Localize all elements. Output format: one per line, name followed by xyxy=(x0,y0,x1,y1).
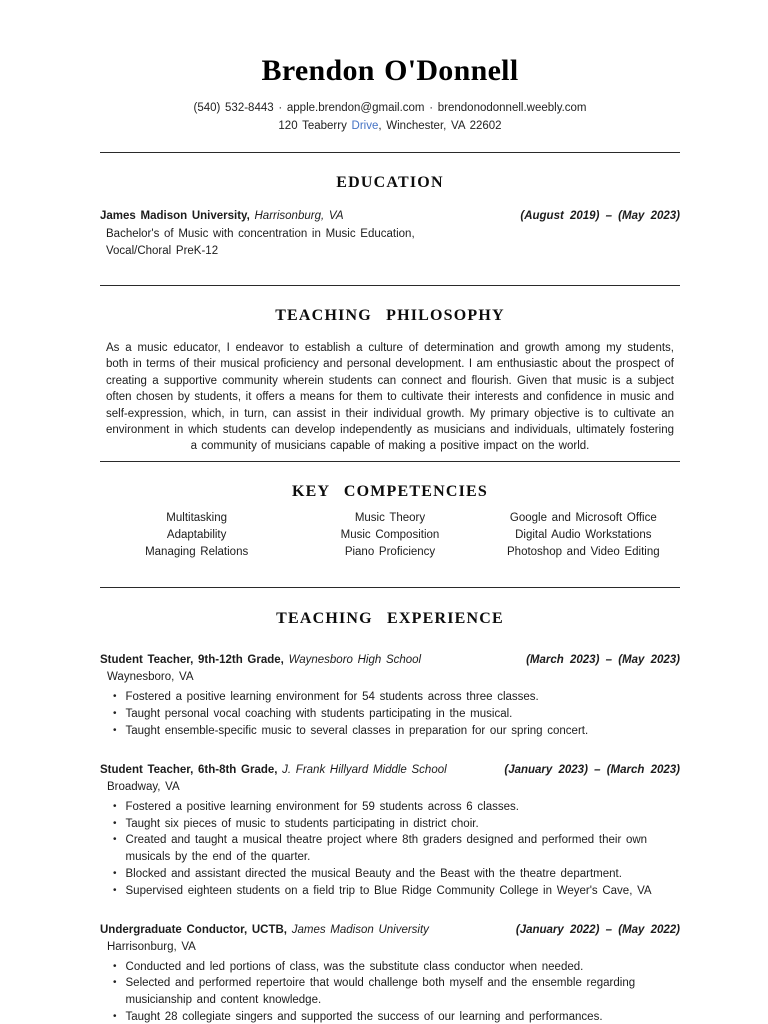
job-title: Student Teacher, 6th-8th Grade, xyxy=(100,763,278,776)
experience-entry-left xyxy=(100,762,447,778)
experience-bullet-list xyxy=(113,799,680,900)
education-entry-header xyxy=(100,208,680,224)
organization-name: J. Frank Hillyard Middle School xyxy=(282,763,447,776)
divider xyxy=(100,285,680,286)
experience-dates: (January 2022) – (May 2022) xyxy=(515,923,680,936)
competencies-column-3 xyxy=(487,510,680,562)
experience-entry-header xyxy=(100,762,680,778)
bullet-item xyxy=(113,723,680,740)
bullet-icon: • xyxy=(113,800,117,812)
education-details xyxy=(106,226,680,259)
bullet-text: Conducted and led portions of class, was the substitute class conductor when needed. xyxy=(125,960,584,973)
experience-entry xyxy=(100,652,680,739)
bullet-text: Taught ensemble-specific music to several classes in preparation for our spring concert. xyxy=(125,725,589,738)
bullet-text: Selected and performed repertoire that would challenge both myself and the ensemble regarding musicianship and content knowledge. xyxy=(125,977,636,1007)
experience-section xyxy=(100,609,680,1024)
job-title: Student Teacher, 9th-12th Grade, xyxy=(100,654,284,667)
experience-entry-left xyxy=(100,652,421,668)
bullet-text: Fostered a positive learning environment for 54 students across three classes. xyxy=(125,691,539,704)
degree-line: Vocal/Choral PreK-12 xyxy=(106,244,219,257)
bullet-item xyxy=(113,1009,680,1024)
bullet-icon: • xyxy=(113,817,117,829)
section-heading-education: EDUCATION xyxy=(336,174,444,191)
experience-entry-header xyxy=(100,652,680,668)
website-link[interactable]: brendonodonnell.weebly.com xyxy=(437,102,587,114)
bullet-text: Blocked and assistant directed the musical Beauty and the Beast with the theatre department. xyxy=(125,868,622,881)
address-street: 120 Teaberry xyxy=(278,120,347,132)
phone-number: (540) 532-8443 xyxy=(193,102,274,114)
competency-item: Music Theory xyxy=(354,511,426,524)
competencies-column-2 xyxy=(293,510,486,562)
bullet-icon: • xyxy=(113,1011,117,1023)
bullet-item xyxy=(113,832,680,866)
divider xyxy=(100,461,680,462)
email-link[interactable]: apple.brendon@gmail.com xyxy=(286,102,425,114)
organization-name: Waynesboro High School xyxy=(288,654,422,667)
experience-entry xyxy=(100,922,680,1024)
experience-bullet-list xyxy=(113,959,680,1024)
philosophy-section xyxy=(100,306,680,455)
competency-item: Managing Relations xyxy=(145,546,249,559)
bullet-icon: • xyxy=(113,884,117,896)
organization-name: James Madison University xyxy=(291,923,429,936)
section-heading-competencies: KEY COMPETENCIES xyxy=(291,482,489,500)
experience-dates: (March 2023) – (May 2023) xyxy=(526,654,680,667)
institution-location: Harrisonburg, VA xyxy=(254,210,344,222)
bullet-text: Taught six pieces of music to students participating in district choir. xyxy=(125,817,479,830)
bullet-text: Taught 28 collegiate singers and supported the success of our learning and performances. xyxy=(125,1011,603,1024)
experience-dates: (January 2023) – (March 2023) xyxy=(504,763,680,776)
bullet-icon: • xyxy=(113,725,117,737)
job-title: Undergraduate Conductor, UCTB, xyxy=(100,923,288,936)
bullet-item xyxy=(113,959,680,976)
experience-entry-header xyxy=(100,922,680,938)
bullet-text: Created and taught a musical theatre project where 8th graders designed and performed their own musicals by the end of the quarter. xyxy=(125,834,648,864)
competency-item: Google and Microsoft Office xyxy=(509,511,657,524)
bullet-item xyxy=(113,689,680,706)
bullet-text: Supervised eighteen students on a field trip to Blue Ridge Community College in Weyer's Cave, VA xyxy=(125,884,652,897)
education-entry xyxy=(100,208,680,259)
divider xyxy=(100,587,680,588)
degree-line: Bachelor's of Music with concentration in Music Education, xyxy=(106,228,415,240)
bullet-icon: • xyxy=(113,691,117,703)
experience-location: Harrisonburg, VA xyxy=(107,940,196,953)
competency-item: Multitasking xyxy=(166,511,228,524)
candidate-name: Brendon O'Donnell xyxy=(261,54,519,87)
address-city-state: , Winchester, VA 22602 xyxy=(378,120,502,132)
bullet-icon: • xyxy=(113,960,117,972)
contact-line xyxy=(100,101,680,116)
dot-separator: · xyxy=(429,102,434,114)
experience-entry xyxy=(100,762,680,900)
bullet-item xyxy=(113,975,680,1009)
section-heading-experience: TEACHING EXPERIENCE xyxy=(276,610,504,628)
bullet-icon: • xyxy=(113,868,117,880)
resume-header xyxy=(100,54,680,134)
bullet-icon: • xyxy=(113,977,117,989)
competency-item: Adaptability xyxy=(166,529,227,542)
experience-location: Broadway, VA xyxy=(107,780,180,793)
bullet-icon: • xyxy=(113,708,117,720)
education-entry-left xyxy=(100,208,344,224)
competency-item: Music Composition xyxy=(340,529,440,542)
institution-name: James Madison University, xyxy=(100,210,250,222)
experience-location: Waynesboro, VA xyxy=(107,671,194,684)
bullet-item xyxy=(113,799,680,816)
dot-separator: · xyxy=(278,102,283,114)
bullet-item xyxy=(113,816,680,833)
education-dates: (August 2019) – (May 2023) xyxy=(520,210,680,222)
bullet-text: Taught personal vocal coaching with students participating in the musical. xyxy=(125,708,513,721)
bullet-icon: • xyxy=(113,834,117,846)
bullet-text: Fostered a positive learning environment for 59 students across 6 classes. xyxy=(125,800,519,813)
experience-bullet-list xyxy=(113,689,680,739)
bullet-item xyxy=(113,866,680,883)
divider xyxy=(100,152,680,153)
section-heading-philosophy: TEACHING PHILOSOPHY xyxy=(275,307,505,324)
address-drive-link[interactable]: Drive xyxy=(351,120,379,132)
competencies-column-1 xyxy=(100,510,293,562)
bullet-item xyxy=(113,706,680,723)
competency-item: Photoshop and Video Editing xyxy=(507,546,660,559)
competency-item: Digital Audio Workstations xyxy=(515,529,652,542)
address-line xyxy=(100,119,680,134)
education-section xyxy=(100,173,680,259)
competency-item: Piano Proficiency xyxy=(344,546,436,559)
philosophy-text: As a music educator, I endeavor to establish a culture of determination and growth among my students, both in terms of their musical proficiency and personal development. I am enthusiastic about the prospect of creating a supportive community wherein students can connect and flourish. Given that music is a subject often chosen by students, it offers a means for them to cultivate their interests and confidence in music and self-expression, which, in turn, can assist in their individual growth. My primary objective is to cultivate an environment in which students can develop independently as musicians and individuals, ultimately fostering a community of musicians capable of making a positive impact on the world. xyxy=(106,342,674,453)
competencies-section xyxy=(100,482,680,562)
bullet-item xyxy=(113,883,680,900)
experience-entry-left xyxy=(100,922,429,938)
competencies-grid xyxy=(100,510,680,562)
